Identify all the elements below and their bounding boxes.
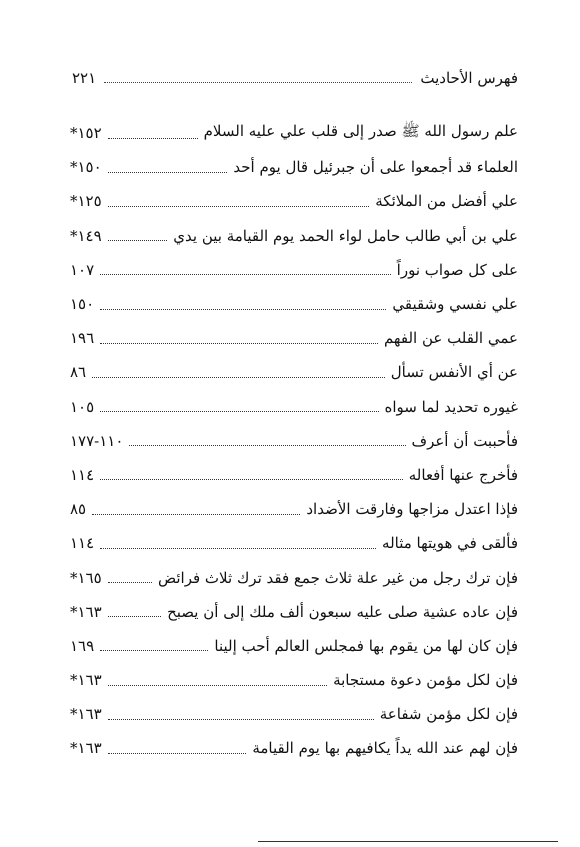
index-entry: [70, 663, 518, 697]
page-title: فهرس الأحاديث: [420, 69, 518, 87]
entry-text: علي أفضل من الملائكة: [375, 192, 518, 211]
entry-text: علم رسول الله ﷺ صدر إلى قلب علي عليه السلام: [203, 122, 518, 141]
index-entry: [70, 458, 518, 492]
entry-text: فأحببت أن أعرف: [411, 431, 518, 450]
entry-page-number: ١٦٩: [70, 636, 95, 655]
entry-text: علي بن أبي طالب حامل لواء الحمد يوم القيامة بين يدي: [173, 226, 518, 245]
dot-leader: [108, 196, 370, 207]
entry-page-number: ١٩٦: [70, 329, 95, 348]
index-entry: [70, 219, 518, 253]
index-entry: [70, 116, 518, 150]
entry-page-number: ١٦٣*: [70, 671, 102, 690]
entry-page-number: ٨٦: [70, 363, 87, 382]
entry-text: عمي القلب عن الفهم: [383, 329, 518, 348]
entry-page-number: ١٥٠: [70, 295, 95, 314]
dot-leader: [100, 640, 208, 651]
dot-leader: [108, 162, 228, 173]
entry-page-number: ٨٥: [70, 500, 87, 519]
entry-text: فإن ترك رجل من غير علة ثلاث جمع فقد ترك ثلاث فرائض: [158, 568, 518, 587]
entry-page-number: ١٠٧: [70, 260, 95, 279]
dot-leader: [108, 675, 327, 686]
dot-leader: [100, 401, 378, 412]
page-number: ٢٢١: [72, 69, 97, 87]
dot-leader: [129, 435, 405, 446]
entry-page-number: ١١٤: [70, 465, 95, 484]
index-entry: [70, 184, 518, 218]
entry-page-number: ١٦٣*: [70, 739, 102, 758]
entry-text: فأخرج عنها أفعاله: [408, 465, 518, 484]
dot-leader: [108, 743, 247, 754]
index-entry: [70, 629, 518, 663]
dot-leader: [92, 367, 385, 378]
dot-leader: [108, 606, 161, 617]
index-entry: [70, 355, 518, 389]
entry-text: فإذا اعتدل مزاجها وفارقت الأضداد: [306, 500, 518, 519]
entry-text: فإن لكل مؤمن شفاعة: [379, 705, 518, 724]
entry-page-number: ١١٠-١٧٧: [70, 431, 124, 450]
dot-leader: [108, 230, 168, 241]
index-entry: [70, 150, 518, 184]
dot-leader: [100, 264, 390, 275]
entry-text: العلماء قد أجمعوا على أن جبرئيل قال يوم أحد: [233, 158, 518, 177]
entry-page-number: ١٦٣*: [70, 705, 102, 724]
index-entry: [70, 424, 518, 458]
entry-text: غيوره تحديد لما سواه: [384, 397, 518, 416]
index-entry: [70, 390, 518, 424]
header-dot-leader: [104, 73, 412, 83]
index-entry: [70, 287, 518, 321]
entry-text: عن أي الأنفس تسأل: [390, 363, 518, 382]
dot-leader: [108, 128, 198, 139]
entry-page-number: ١٦٣*: [70, 602, 102, 621]
index-entry: [70, 253, 518, 287]
index-entry: [70, 697, 518, 731]
index-entry: [70, 560, 518, 594]
entry-text: علي نفسي وشقيقي: [392, 295, 518, 314]
dot-leader: [100, 333, 378, 344]
index-entry: [70, 492, 518, 526]
index-entry: [70, 321, 518, 355]
dot-leader: [108, 572, 152, 583]
entry-text: فإن كان لها من يقوم بها فمجلس العالم أحب إلينا: [214, 636, 518, 655]
entry-text: فإن لكل مؤمن دعوة مستجابة: [333, 671, 518, 690]
entry-page-number: ١٢٥*: [70, 192, 102, 211]
dot-leader: [92, 504, 300, 515]
entry-page-number: ١١٤: [70, 534, 95, 553]
entry-page-number: ١٠٥: [70, 397, 95, 416]
entry-page-number: ١٤٩*: [70, 226, 102, 245]
index-entry: [70, 731, 518, 765]
dot-leader: [100, 299, 386, 310]
index-list: [70, 116, 518, 766]
dot-leader: [100, 469, 403, 480]
entry-text: على كل صواب نوراً: [396, 260, 518, 279]
entry-page-number: ١٥٢*: [70, 124, 102, 143]
index-entry: [70, 526, 518, 560]
entry-text: فألقى في هويتها مثاله: [382, 534, 518, 553]
entry-page-number: ١٥٠*: [70, 158, 102, 177]
entry-text: فإن عاده عشية صلى عليه سبعون ألف ملك إلى أن يصبح: [167, 602, 518, 621]
entry-page-number: ١٦٥*: [70, 568, 102, 587]
dot-leader: [100, 538, 376, 549]
dot-leader: [108, 709, 374, 720]
footer-rule: [258, 841, 558, 842]
page-header: [72, 68, 518, 88]
entry-text: فإن لهم عند الله يداً يكافيهم بها يوم القيامة: [252, 739, 518, 758]
index-entry: [70, 595, 518, 629]
